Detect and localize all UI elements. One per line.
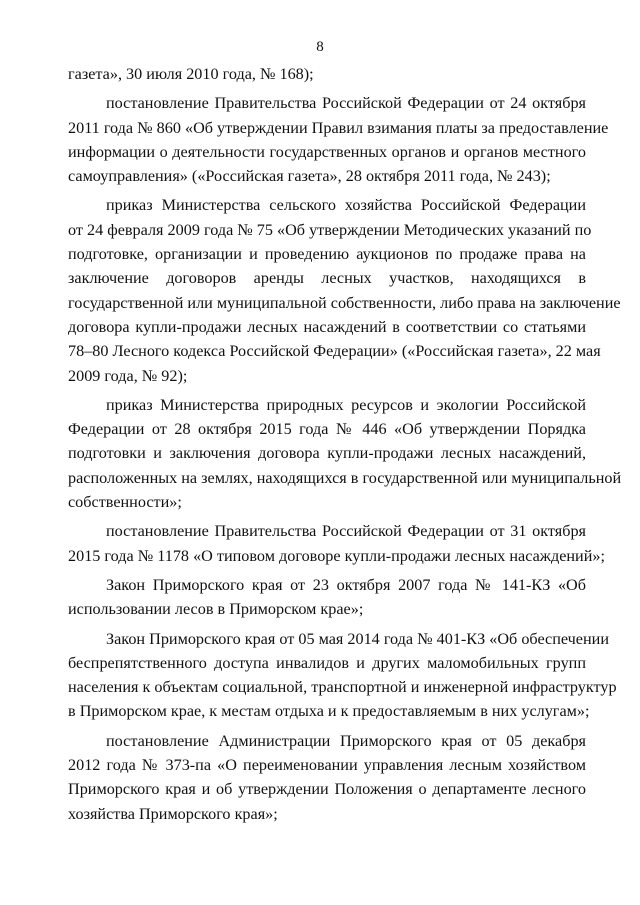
- text-line: использовании лесов в Приморском крае»;: [68, 600, 364, 619]
- text-line: собственности»;: [68, 493, 182, 512]
- paragraph: [68, 91, 609, 188]
- paragraph: [68, 62, 586, 86]
- document-body: [68, 62, 622, 826]
- text-line: договора купли-продажи лесных насаждений в соответствии со статьями: [68, 317, 586, 336]
- text-line: Приморского края и об утверждении Положения о департаменте лесного: [68, 780, 586, 799]
- page-number: 8: [316, 39, 324, 55]
- text-line: постановление Администрации Приморского края от 05 декабря: [106, 731, 586, 750]
- text-line: 2015 года № 1178 «О типовом договоре купли-продажи лесных насаждений»;: [68, 546, 605, 565]
- text-line: населения к объектам социальной, транспортной и инженерной инфраструктур: [68, 678, 617, 697]
- text-line: хозяйства Приморского края»;: [68, 804, 278, 823]
- text-line: государственной или муниципальной собственности, либо права на заключение: [68, 293, 621, 312]
- text-line: Федерации от 28 октября 2015 года № 446 «Об утверждении Порядка: [68, 420, 586, 439]
- text-line: заключение договоров аренды лесных участков, находящихся в: [68, 269, 586, 288]
- text-line: постановление Правительства Российской Федерации от 24 октября: [106, 94, 586, 113]
- text-line: подготовке, организации и проведению аукционов по продаже права на: [68, 245, 586, 264]
- text-line: приказ Министерства природных ресурсов и экологии Российской: [106, 395, 586, 414]
- paragraph: [68, 573, 586, 622]
- text-line: постановление Правительства Российской Федерации от 31 октября: [106, 522, 586, 541]
- paragraph: [68, 519, 605, 568]
- text-line: подготовки и заключения договора купли-продажи лесных насаждений,: [68, 444, 586, 463]
- paragraph: [68, 193, 621, 387]
- text-line: 2009 года, № 92);: [68, 366, 188, 385]
- text-line: расположенных на землях, находящихся в государственной или муниципальной: [68, 468, 622, 487]
- text-line: газета», 30 июля 2010 года, № 168);: [68, 65, 314, 83]
- text-line: в Приморском крае, к местам отдыха и к предоставляемым в них услугам»;: [68, 702, 590, 721]
- text-line: самоуправления» («Российская газета», 28 октября 2011 года, № 243);: [68, 167, 551, 186]
- text-line: беспрепятственного доступа инвалидов и других маломобильных групп: [68, 653, 586, 672]
- text-line: 2011 года № 860 «Об утверждении Правил взимания платы за предоставление: [68, 118, 609, 137]
- paragraph: [68, 393, 622, 514]
- text-line: 78–80 Лесного кодекса Российской Федерации» («Российская газета», 22 мая: [68, 342, 601, 361]
- text-line: 2012 года № 373-па «О переименовании управления лесным хозяйством: [68, 756, 586, 775]
- text-line: приказ Министерства сельского хозяйства Российской Федерации: [106, 196, 586, 215]
- text-line: Закон Приморского края от 23 октября 2007 года № 141-КЗ «Об: [106, 575, 586, 594]
- paragraph: [68, 729, 586, 826]
- text-line: Закон Приморского края от 05 мая 2014 года № 401-КЗ «Об обеспечении: [106, 629, 609, 648]
- text-line: от 24 февраля 2009 года № 75 «Об утверждении Методических указаний по: [68, 220, 592, 239]
- paragraph: [68, 627, 617, 724]
- text-line: информации о деятельности государственных органов и органов местного: [68, 142, 586, 161]
